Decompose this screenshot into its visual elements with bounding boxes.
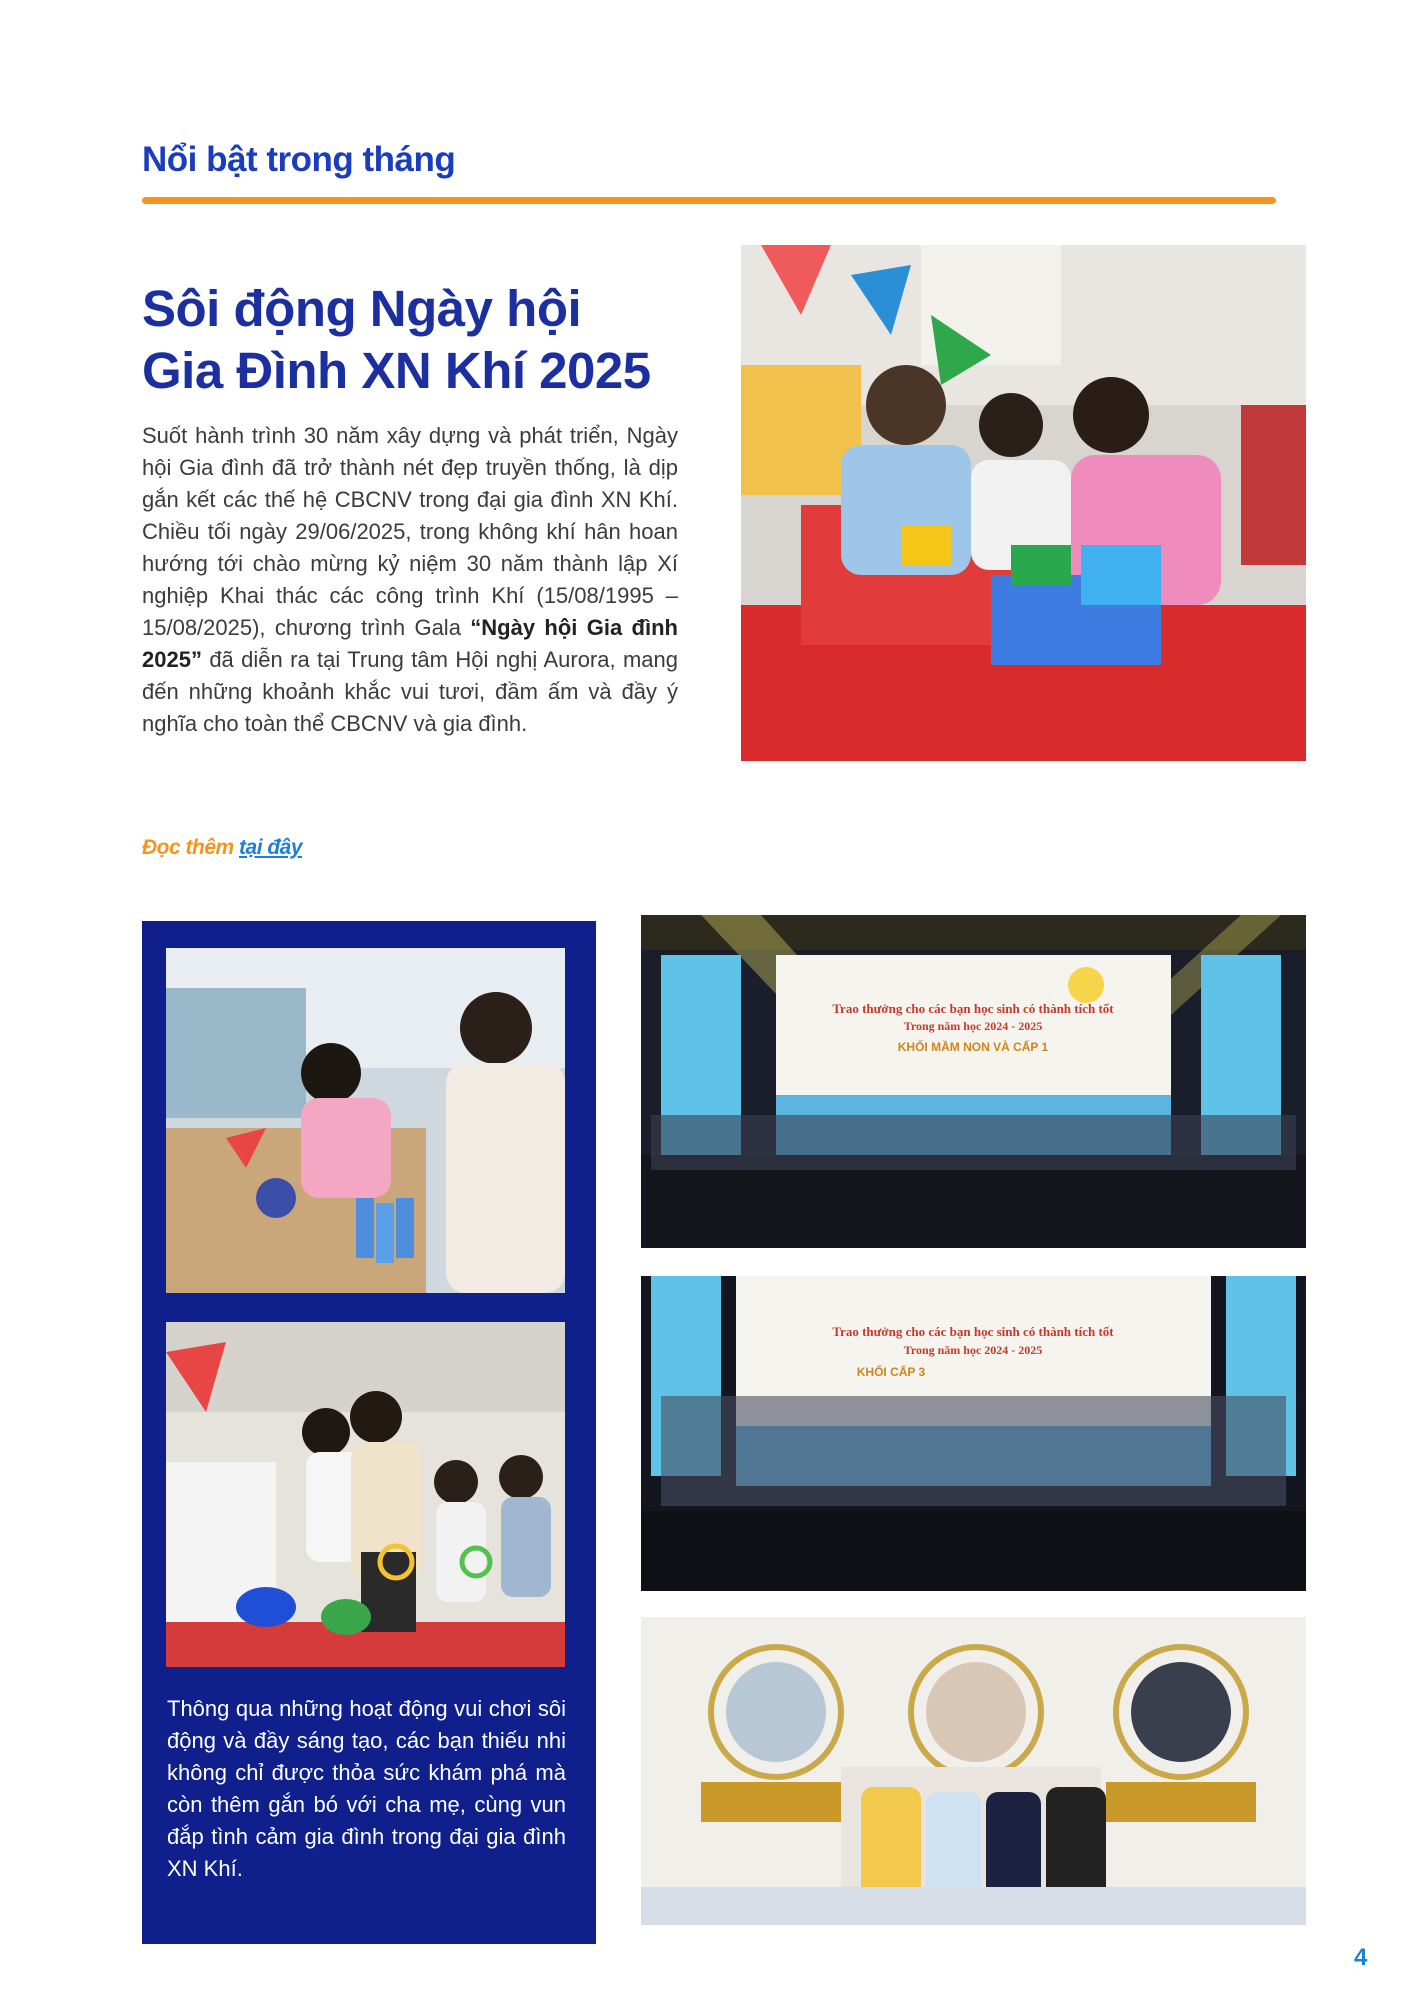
article-headline xyxy=(142,278,702,402)
panel-photo-painting xyxy=(166,948,565,1293)
panel-caption: Thông qua những hoạt động vui chơi sôi động và đầy sáng tạo, các bạn thiếu nhi không chỉ được thỏa sức khám phá mà còn thêm gắn bó với cha mẹ, cùng vun đắp tình cảm gia đình trong đại gia đình XN Khí. xyxy=(167,1696,566,1881)
stage2-group: KHỐI CẤP 3 xyxy=(856,1365,926,1379)
section-divider xyxy=(142,197,1276,204)
read-more-prefix: Đọc thêm xyxy=(142,836,240,859)
stage1-group: KHỐI MẦM NON VÀ CẤP 1 xyxy=(897,1040,1049,1054)
stage-photo-primary xyxy=(641,915,1306,1248)
page-number: 4 xyxy=(1354,1944,1368,1971)
stage1-subtitle: Trong năm học 2024 - 2025 xyxy=(903,1019,1043,1033)
article-body xyxy=(142,420,678,740)
stage1-title: Trao thưởng cho các bạn học sinh có thành tích tốt xyxy=(832,1001,1114,1016)
body-part-1: Suốt hành trình 30 năm xây dựng và phát triển, Ngày hội Gia đình đã trở thành nét đẹp truyền thống, là dịp gắn kết các thế hệ CBCNV trong đại gia đình XN Khí. Chiều tối ngày 29/06/2025, trong không khí hân hoan hướng tới chào mừng kỷ niệm 30 năm thành lập Xí nghiệp Khai thác các công trình Khí (15/08/1995 – 15/08/2025), chương trình Gala xyxy=(142,423,678,640)
section-title: Nổi bật trong tháng xyxy=(142,140,456,179)
read-more-link[interactable]: tại đây xyxy=(239,836,303,859)
stage-photo-award-portraits xyxy=(641,1617,1306,1925)
body-part-2: đã diễn ra tại Trung tâm Hội nghị Aurora, mang đến những khoảnh khắc vui tươi, đầm ấm và đầy ý nghĩa cho toàn thể CBCNV và gia đình. xyxy=(142,647,678,736)
body-bold-title: “Ngày hội Gia đình 2025” xyxy=(142,615,678,672)
hero-photo xyxy=(741,245,1306,761)
stage2-subtitle: Trong năm học 2024 - 2025 xyxy=(903,1343,1043,1357)
stage-photo-highschool xyxy=(641,1276,1306,1591)
panel-photo-ring-toss xyxy=(166,1322,565,1667)
read-more xyxy=(142,836,302,860)
headline-line-1: Sôi động Ngày hội xyxy=(142,280,582,337)
stage2-title: Trao thưởng cho các bạn học sinh có thành tích tốt xyxy=(832,1324,1114,1339)
headline-line-2: Gia Đình XN Khí 2025 xyxy=(142,342,651,399)
